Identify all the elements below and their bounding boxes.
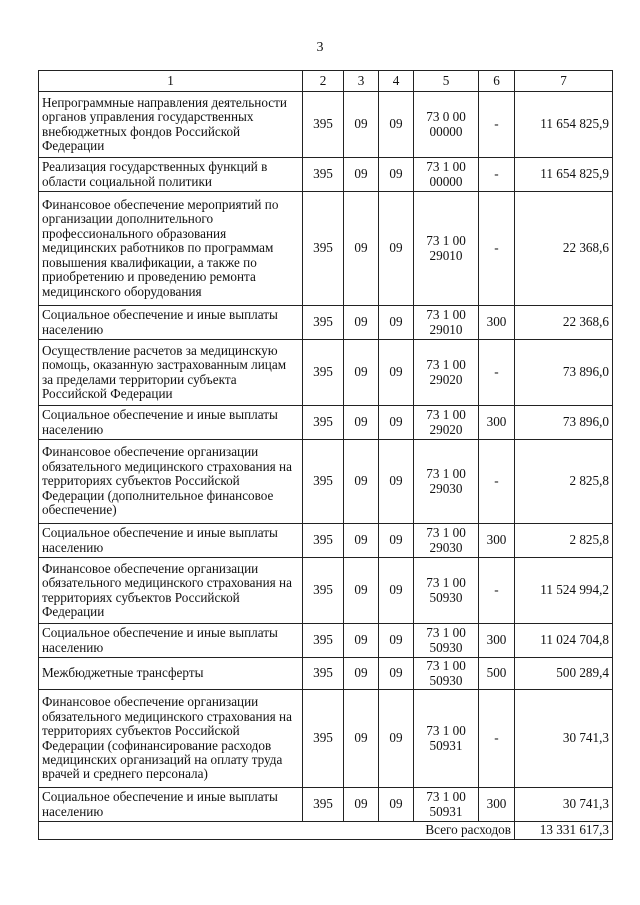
target-article-code: 73 0 00 00000 [414, 92, 479, 158]
header-cell: 5 [414, 71, 479, 92]
section-code: 09 [344, 624, 379, 658]
subsection-code: 09 [379, 406, 414, 440]
header-cell: 6 [479, 71, 515, 92]
subsection-code: 09 [379, 658, 414, 690]
expense-type-code: 300 [479, 624, 515, 658]
expense-name: Финансовое обеспечение организации обязательного медицинского страхования на территориях субъектов Российской Федерации (дополнительное финансовое обеспечение) [39, 440, 303, 524]
expense-name: Социальное обеспечение и иные выплаты населению [39, 306, 303, 340]
expense-name: Социальное обеспечение и иные выплаты населению [39, 406, 303, 440]
expense-type-code: 500 [479, 658, 515, 690]
expense-name: Социальное обеспечение и иные выплаты населению [39, 788, 303, 822]
table-row [39, 340, 613, 406]
expense-type-code: - [479, 158, 515, 192]
amount: 500 289,4 [515, 658, 613, 690]
subsection-code: 09 [379, 690, 414, 788]
expense-name: Осуществление расчетов за медицинскую помощь, оказанную застрахованным лицам за пределами территории субъекта Российской Федерации [39, 340, 303, 406]
expense-type-code: 300 [479, 406, 515, 440]
table-row [39, 690, 613, 788]
ministry-code: 395 [303, 192, 344, 306]
expense-type-code: - [479, 440, 515, 524]
amount: 11 524 994,2 [515, 558, 613, 624]
subsection-code: 09 [379, 158, 414, 192]
expense-name: Межбюджетные трансферты [39, 658, 303, 690]
subsection-code: 09 [379, 340, 414, 406]
table-row [39, 658, 613, 690]
target-article-code: 73 1 00 50930 [414, 624, 479, 658]
table-row [39, 440, 613, 524]
table-row [39, 788, 613, 822]
target-article-code: 73 1 00 50931 [414, 690, 479, 788]
amount: 11 024 704,8 [515, 624, 613, 658]
ministry-code: 395 [303, 92, 344, 158]
ministry-code: 395 [303, 406, 344, 440]
expense-type-code: 300 [479, 524, 515, 558]
header-cell: 7 [515, 71, 613, 92]
total-row [39, 822, 613, 840]
amount: 2 825,8 [515, 440, 613, 524]
header-cell: 4 [379, 71, 414, 92]
section-code: 09 [344, 690, 379, 788]
amount: 2 825,8 [515, 524, 613, 558]
amount: 73 896,0 [515, 340, 613, 406]
ministry-code: 395 [303, 558, 344, 624]
header-cell: 1 [39, 71, 303, 92]
ministry-code: 395 [303, 440, 344, 524]
subsection-code: 09 [379, 306, 414, 340]
amount: 22 368,6 [515, 192, 613, 306]
table-row [39, 158, 613, 192]
subsection-code: 09 [379, 788, 414, 822]
expense-type-code: - [479, 340, 515, 406]
section-code: 09 [344, 558, 379, 624]
expense-type-code: - [479, 92, 515, 158]
expense-type-code: - [479, 192, 515, 306]
table-row [39, 192, 613, 306]
header-row [39, 71, 613, 92]
section-code: 09 [344, 406, 379, 440]
target-article-code: 73 1 00 50930 [414, 658, 479, 690]
expense-name: Финансовое обеспечение мероприятий по организации дополнительного профессионального образования медицинских работников по программам повышения квалификации, а также по приобретению и проведению ремонта медицинского оборудования [39, 192, 303, 306]
amount: 30 741,3 [515, 788, 613, 822]
subsection-code: 09 [379, 92, 414, 158]
expense-name: Социальное обеспечение и иные выплаты населению [39, 524, 303, 558]
section-code: 09 [344, 192, 379, 306]
expense-name: Реализация государственных функций в области социальной политики [39, 158, 303, 192]
section-code: 09 [344, 340, 379, 406]
target-article-code: 73 1 00 00000 [414, 158, 479, 192]
ministry-code: 395 [303, 690, 344, 788]
subsection-code: 09 [379, 624, 414, 658]
section-code: 09 [344, 92, 379, 158]
table-row [39, 558, 613, 624]
subsection-code: 09 [379, 440, 414, 524]
target-article-code: 73 1 00 50931 [414, 788, 479, 822]
section-code: 09 [344, 788, 379, 822]
subsection-code: 09 [379, 524, 414, 558]
ministry-code: 395 [303, 788, 344, 822]
header-cell: 3 [344, 71, 379, 92]
budget-table [38, 70, 613, 840]
amount: 11 654 825,9 [515, 158, 613, 192]
expense-type-code: - [479, 690, 515, 788]
target-article-code: 73 1 00 29010 [414, 192, 479, 306]
expense-name: Финансовое обеспечение организации обязательного медицинского страхования на территориях субъектов Российской Федерации [39, 558, 303, 624]
table-row [39, 406, 613, 440]
expense-type-code: 300 [479, 306, 515, 340]
ministry-code: 395 [303, 658, 344, 690]
target-article-code: 73 1 00 50930 [414, 558, 479, 624]
ministry-code: 395 [303, 340, 344, 406]
target-article-code: 73 1 00 29030 [414, 524, 479, 558]
ministry-code: 395 [303, 306, 344, 340]
table-row [39, 624, 613, 658]
amount: 73 896,0 [515, 406, 613, 440]
table-row [39, 524, 613, 558]
expense-name: Непрограммные направления деятельности органов управления государственных внебюджетных фондов Российской Федерации [39, 92, 303, 158]
target-article-code: 73 1 00 29020 [414, 406, 479, 440]
amount: 30 741,3 [515, 690, 613, 788]
target-article-code: 73 1 00 29030 [414, 440, 479, 524]
target-article-code: 73 1 00 29010 [414, 306, 479, 340]
header-cell: 2 [303, 71, 344, 92]
page-number: 3 [316, 40, 324, 55]
expense-type-code: - [479, 558, 515, 624]
subsection-code: 09 [379, 558, 414, 624]
section-code: 09 [344, 306, 379, 340]
amount: 22 368,6 [515, 306, 613, 340]
amount: 11 654 825,9 [515, 92, 613, 158]
section-code: 09 [344, 440, 379, 524]
target-article-code: 73 1 00 29020 [414, 340, 479, 406]
total-amount: 13 331 617,3 [515, 822, 613, 840]
section-code: 09 [344, 524, 379, 558]
ministry-code: 395 [303, 624, 344, 658]
total-label: Всего расходов [39, 822, 515, 840]
ministry-code: 395 [303, 524, 344, 558]
table-row [39, 92, 613, 158]
ministry-code: 395 [303, 158, 344, 192]
expense-name: Социальное обеспечение и иные выплаты населению [39, 624, 303, 658]
section-code: 09 [344, 158, 379, 192]
section-code: 09 [344, 658, 379, 690]
table-row [39, 306, 613, 340]
expense-type-code: 300 [479, 788, 515, 822]
expense-name: Финансовое обеспечение организации обязательного медицинского страхования на территориях субъектов Российской Федерации (софинансирование расходов медицинских организаций на оплату труда врачей и среднего персонала) [39, 690, 303, 788]
subsection-code: 09 [379, 192, 414, 306]
